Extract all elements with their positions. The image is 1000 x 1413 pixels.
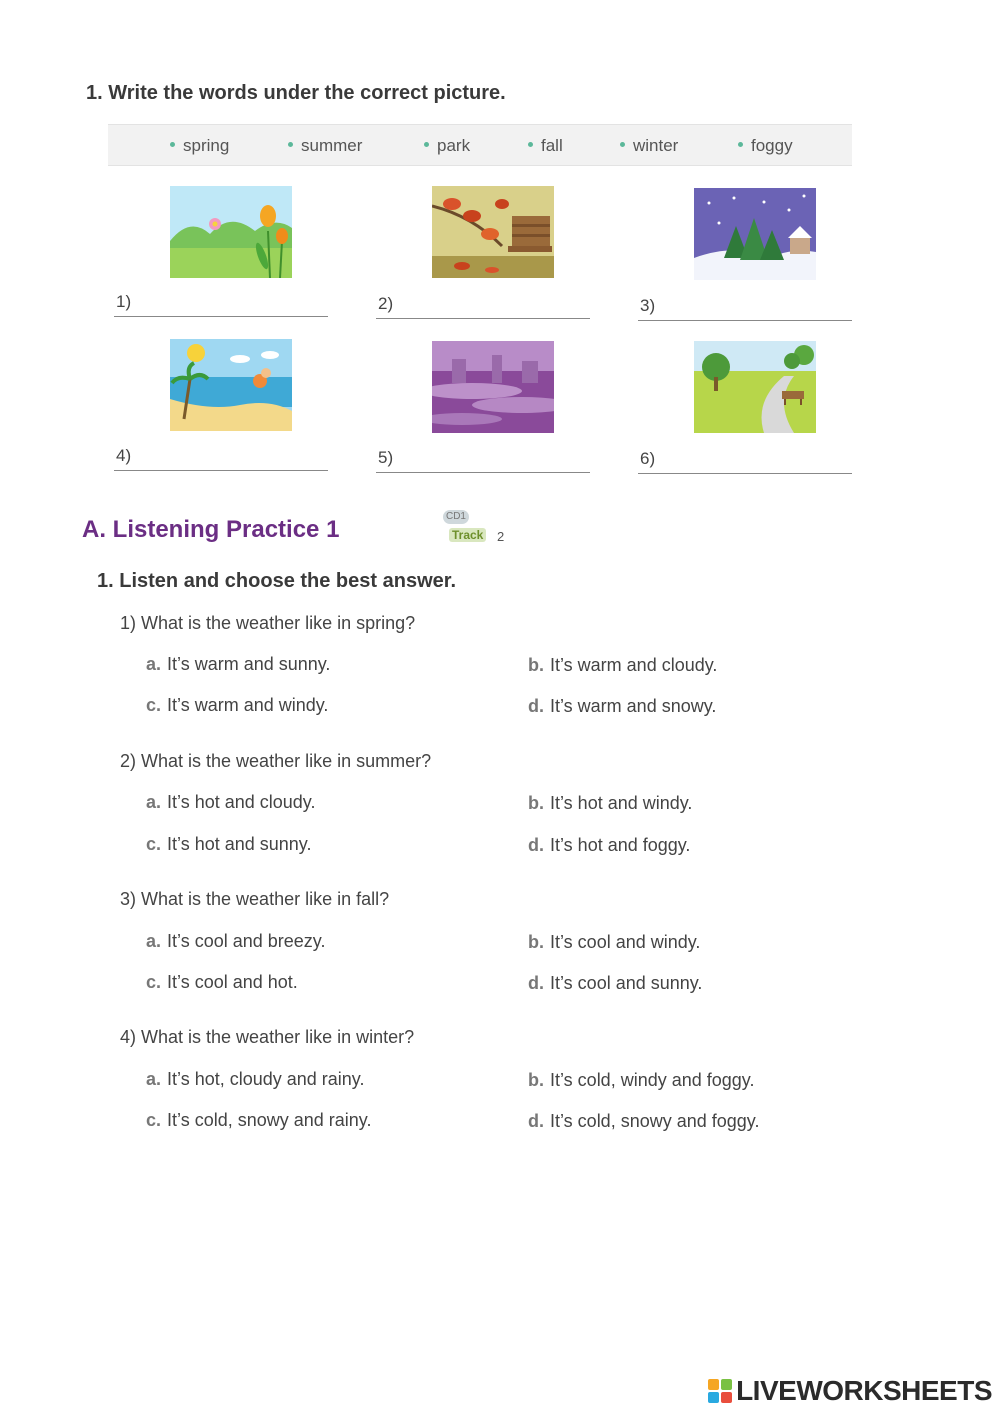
liveworksheets-logo [708, 1375, 992, 1407]
word-bank-item: spring [170, 136, 229, 156]
question: 3) What is the weather like in fall? [120, 889, 390, 909]
option[interactable]: a. It’s cool and breezy. [146, 931, 326, 951]
option[interactable]: c. It’s hot and sunny. [146, 834, 312, 854]
section-title: A. Listening Practice 1 [82, 516, 340, 543]
bullet-icon [424, 142, 429, 147]
item-number: 2) [378, 294, 394, 313]
option[interactable]: c. It’s cool and hot. [146, 972, 298, 992]
cd-icon: CD1 [443, 510, 469, 524]
word-bank-item: foggy [738, 136, 793, 156]
word-bank-item: summer [288, 136, 362, 156]
question: 4) What is the weather like in winter? [120, 1027, 415, 1047]
item-number: 4) [116, 446, 132, 465]
logo-text: LIVEWORKSHEETS [736, 1375, 992, 1406]
track-badge [441, 510, 511, 546]
word-bank-item: fall [528, 136, 563, 156]
option[interactable]: b. It’s cool and windy. [528, 932, 701, 952]
option[interactable]: d. It’s cool and sunny. [528, 973, 703, 993]
item-number: 6) [640, 449, 656, 468]
foggy-picture [432, 341, 554, 433]
question: 1) What is the weather like in spring? [120, 613, 416, 633]
option[interactable]: d. It’s warm and snowy. [528, 696, 717, 716]
option[interactable]: d. It’s hot and foggy. [528, 835, 691, 855]
bullet-icon [528, 142, 533, 147]
option[interactable]: d. It’s cold, snowy and foggy. [528, 1111, 760, 1131]
bullet-icon [738, 142, 743, 147]
option[interactable]: a. It’s hot and cloudy. [146, 792, 316, 812]
answer-line-1[interactable] [114, 316, 328, 317]
answer-line-2[interactable] [376, 318, 590, 319]
question: 2) What is the weather like in summer? [120, 751, 432, 771]
exercise-title: 1. Write the words under the correct picture. [86, 82, 506, 104]
bullet-icon [288, 142, 293, 147]
bullet-icon [170, 142, 175, 147]
summer-picture [170, 339, 292, 431]
option[interactable]: c. It’s cold, snowy and rainy. [146, 1110, 372, 1130]
track-label: Track [449, 528, 486, 542]
answer-line-4[interactable] [114, 470, 328, 471]
answer-line-3[interactable] [638, 320, 852, 321]
item-number: 1) [116, 292, 132, 311]
option[interactable]: a. It’s hot, cloudy and rainy. [146, 1069, 365, 1089]
park-picture [694, 341, 816, 433]
fall-picture [432, 186, 554, 278]
item-number: 3) [640, 296, 656, 315]
logo-icon [708, 1379, 732, 1403]
winter-picture [694, 188, 816, 280]
answer-line-6[interactable] [638, 473, 852, 474]
word-bank [108, 124, 852, 166]
option[interactable]: c. It’s warm and windy. [146, 695, 329, 715]
word-bank-item: winter [620, 136, 678, 156]
word-bank-item: park [424, 136, 470, 156]
track-number: 2 [497, 529, 505, 544]
option[interactable]: b. It’s hot and windy. [528, 793, 693, 813]
option[interactable]: b. It’s warm and cloudy. [528, 655, 718, 675]
answer-line-5[interactable] [376, 472, 590, 473]
option[interactable]: b. It’s cold, windy and foggy. [528, 1070, 755, 1090]
item-number: 5) [378, 448, 394, 467]
instruction: 1. Listen and choose the best answer. [97, 570, 456, 592]
bullet-icon [620, 142, 625, 147]
spring-picture [170, 186, 292, 278]
option[interactable]: a. It’s warm and sunny. [146, 654, 331, 674]
